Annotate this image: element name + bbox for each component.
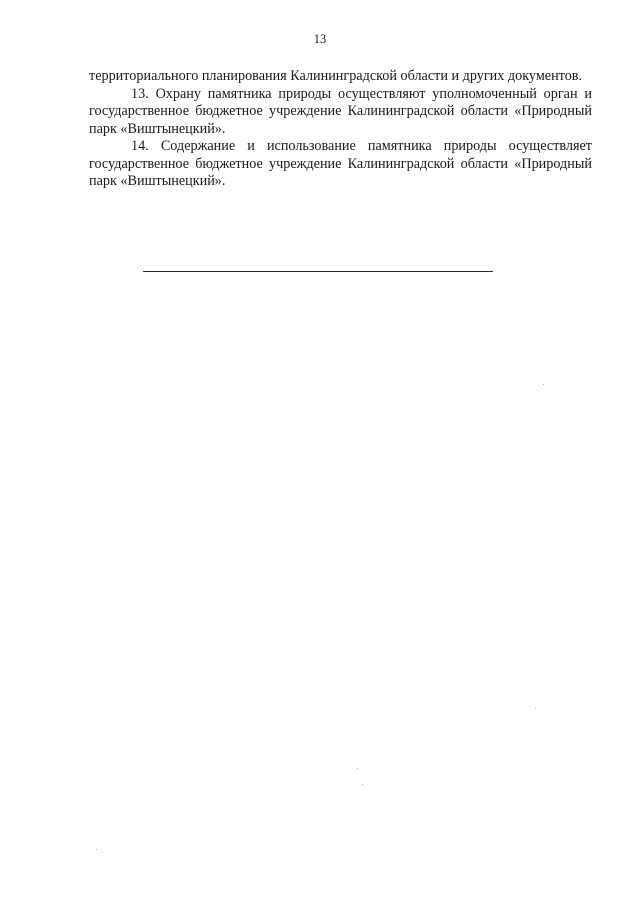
scan-speck (362, 784, 363, 785)
scan-speck (96, 849, 97, 850)
page-number: 13 (313, 32, 327, 46)
paragraph-item-14: 14. Содержание и использование памятника природы осуществляет государственное бюджетное учреждение Калининградской области «Природный парк «Виштынецкий». (89, 138, 592, 189)
document-body (89, 68, 592, 191)
scan-speck (535, 708, 536, 709)
end-separator-line (143, 271, 493, 272)
scan-speck (543, 384, 544, 385)
paragraph-continuation: территориального планирования Калининградской области и других документов. (89, 68, 583, 84)
scan-speck (357, 768, 358, 769)
paragraph-item-13: 13. Охрану памятника природы осуществляют уполномоченный орган и государственное бюджетное учреждение Калининградской области «Природный парк «Виштынецкий». (89, 85, 592, 137)
